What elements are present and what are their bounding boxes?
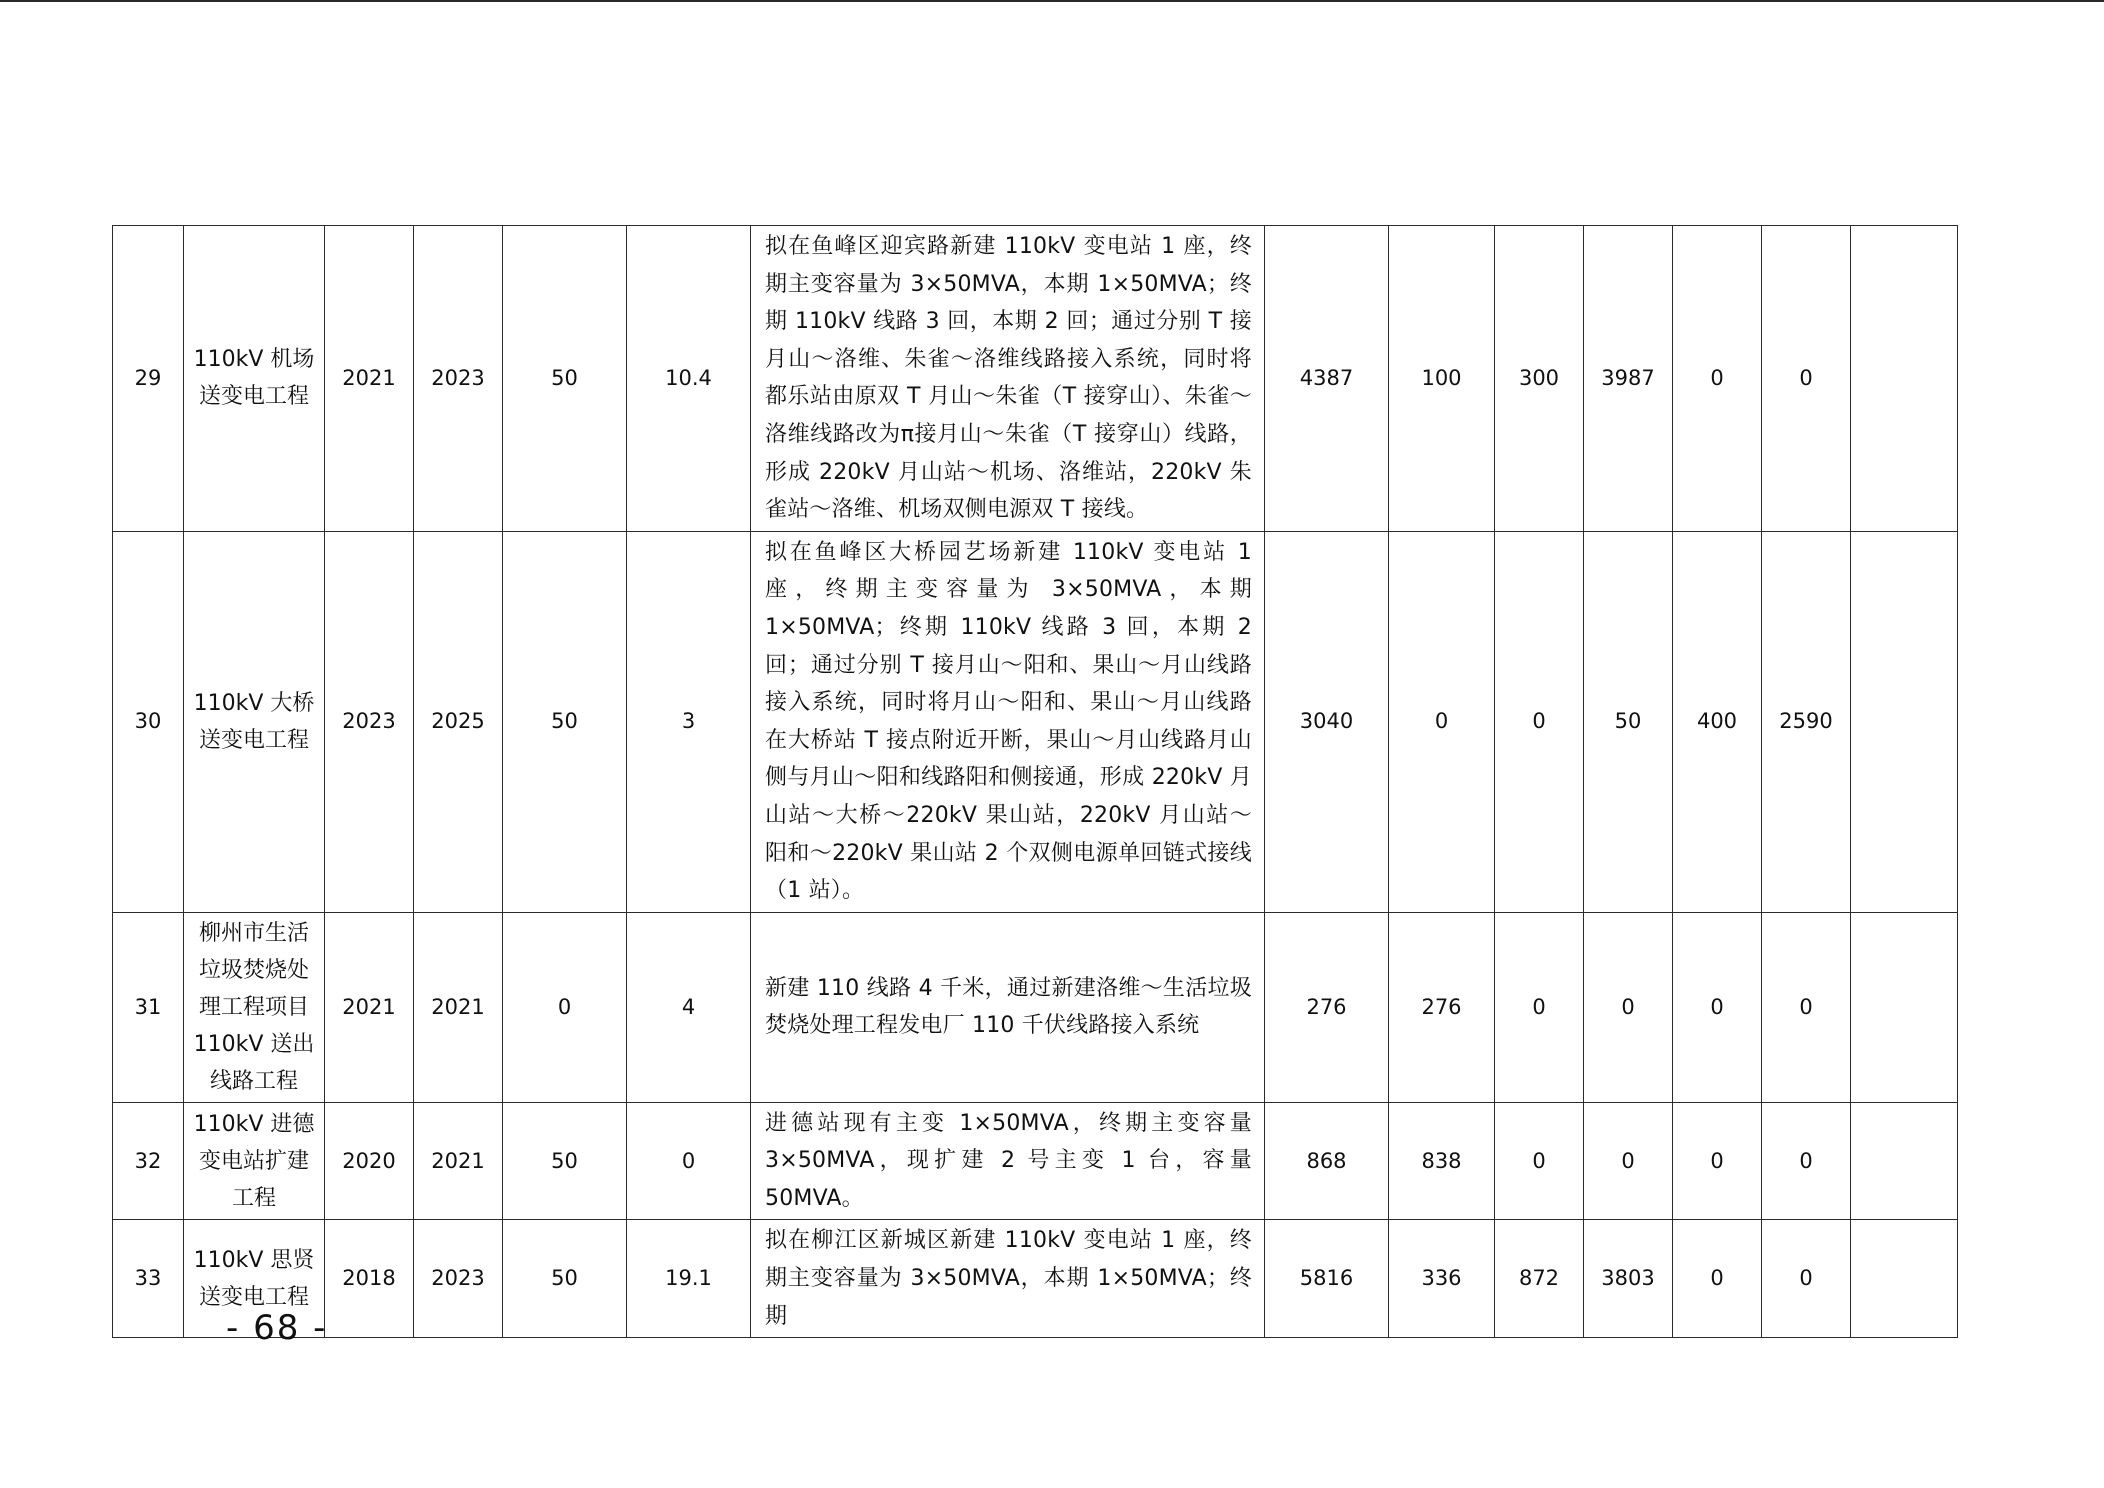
value-3: 0 xyxy=(1584,912,1673,1102)
value-5: 0 xyxy=(1762,1102,1851,1220)
row-number: 29 xyxy=(113,226,184,532)
total-investment: 3040 xyxy=(1265,531,1389,912)
end-year: 2023 xyxy=(414,1220,503,1338)
line-length: 19.1 xyxy=(627,1220,751,1338)
table-row xyxy=(113,1220,1958,1338)
value-5: 2590 xyxy=(1762,531,1851,912)
total-investment: 5816 xyxy=(1265,1220,1389,1338)
value-2: 872 xyxy=(1495,1220,1584,1338)
remark xyxy=(1851,1220,1958,1338)
value-1: 336 xyxy=(1389,1220,1495,1338)
start-year: 2023 xyxy=(325,531,414,912)
end-year: 2021 xyxy=(414,912,503,1102)
table-row xyxy=(113,531,1958,912)
value-2: 0 xyxy=(1495,531,1584,912)
project-table xyxy=(112,225,1958,1338)
table-body xyxy=(113,226,1958,1338)
total-investment: 276 xyxy=(1265,912,1389,1102)
value-4: 0 xyxy=(1673,912,1762,1102)
end-year: 2023 xyxy=(414,226,503,532)
project-description: 拟在柳江区新城区新建 110kV 变电站 1 座，终期主变容量为 3×50MVA，本期 1×50MVA；终期 xyxy=(751,1220,1265,1338)
row-number: 33 xyxy=(113,1220,184,1338)
value-3: 0 xyxy=(1584,1102,1673,1220)
capacity: 0 xyxy=(503,912,627,1102)
table-row xyxy=(113,226,1958,532)
row-number: 32 xyxy=(113,1102,184,1220)
start-year: 2021 xyxy=(325,226,414,532)
value-5: 0 xyxy=(1762,1220,1851,1338)
project-description: 进德站现有主变 1×50MVA，终期主变容量 3×50MVA，现扩建 2 号主变 1 台，容量 50MVA。 xyxy=(751,1102,1265,1220)
project-description: 拟在鱼峰区大桥园艺场新建 110kV 变电站 1 座，终期主变容量为 3×50MVA，本期 1×50MVA；终期 110kV 线路 3 回，本期 2 回；通过分别 T 接月山～阳和、果山～月山线路接入系统，同时将月山～阳和、果山～月山线路在大桥站 T 接点附近开断，果山～月山线路月山侧与月山～阳和线路阳和侧接通，形成 220kV 月山站～大桥～220kV 果山站，220kV 月山站～阳和～220kV 果山站 2 个双侧电源单回链式接线（1 站）。 xyxy=(751,531,1265,912)
remark xyxy=(1851,531,1958,912)
value-4: 0 xyxy=(1673,226,1762,532)
start-year: 2021 xyxy=(325,912,414,1102)
value-3: 50 xyxy=(1584,531,1673,912)
page-number: - 68 - xyxy=(226,1308,328,1348)
remark xyxy=(1851,912,1958,1102)
value-5: 0 xyxy=(1762,912,1851,1102)
project-name: 110kV 思贤 送变电工程 xyxy=(184,1220,325,1338)
project-name: 110kV 进德 变电站扩建 工程 xyxy=(184,1102,325,1220)
project-description: 新建 110 线路 4 千米，通过新建洛维～生活垃圾焚烧处理工程发电厂 110 千伏线路接入系统 xyxy=(751,912,1265,1102)
value-2: 300 xyxy=(1495,226,1584,532)
line-length: 10.4 xyxy=(627,226,751,532)
value-5: 0 xyxy=(1762,226,1851,532)
row-number: 30 xyxy=(113,531,184,912)
total-investment: 868 xyxy=(1265,1102,1389,1220)
start-year: 2020 xyxy=(325,1102,414,1220)
remark xyxy=(1851,226,1958,532)
total-investment: 4387 xyxy=(1265,226,1389,532)
remark xyxy=(1851,1102,1958,1220)
value-3: 3803 xyxy=(1584,1220,1673,1338)
capacity: 50 xyxy=(503,1102,627,1220)
value-1: 100 xyxy=(1389,226,1495,532)
line-length: 3 xyxy=(627,531,751,912)
project-name: 110kV 机场 送变电工程 xyxy=(184,226,325,532)
project-name: 110kV 大桥 送变电工程 xyxy=(184,531,325,912)
capacity: 50 xyxy=(503,226,627,532)
top-border-line xyxy=(0,0,2104,2)
project-name: 柳州市生活 垃圾焚烧处 理工程项目 110kV 送出 线路工程 xyxy=(184,912,325,1102)
line-length: 4 xyxy=(627,912,751,1102)
end-year: 2025 xyxy=(414,531,503,912)
value-1: 838 xyxy=(1389,1102,1495,1220)
value-1: 276 xyxy=(1389,912,1495,1102)
table-row xyxy=(113,1102,1958,1220)
line-length: 0 xyxy=(627,1102,751,1220)
value-4: 400 xyxy=(1673,531,1762,912)
start-year: 2018 xyxy=(325,1220,414,1338)
capacity: 50 xyxy=(503,1220,627,1338)
value-1: 0 xyxy=(1389,531,1495,912)
row-number: 31 xyxy=(113,912,184,1102)
end-year: 2021 xyxy=(414,1102,503,1220)
value-2: 0 xyxy=(1495,912,1584,1102)
table-row xyxy=(113,912,1958,1102)
value-4: 0 xyxy=(1673,1102,1762,1220)
value-3: 3987 xyxy=(1584,226,1673,532)
capacity: 50 xyxy=(503,531,627,912)
value-2: 0 xyxy=(1495,1102,1584,1220)
project-description: 拟在鱼峰区迎宾路新建 110kV 变电站 1 座，终期主变容量为 3×50MVA，本期 1×50MVA；终期 110kV 线路 3 回，本期 2 回；通过分别 T 接月山～洛维、朱雀～洛维线路接入系统，同时将都乐站由原双 T 月山～朱雀（T 接穿山）、朱雀～洛维线路改为π接月山～朱雀（T 接穿山）线路，形成 220kV 月山站～机场、洛维站，220kV 朱雀站～洛维、机场双侧电源双 T 接线。 xyxy=(751,226,1265,532)
value-4: 0 xyxy=(1673,1220,1762,1338)
